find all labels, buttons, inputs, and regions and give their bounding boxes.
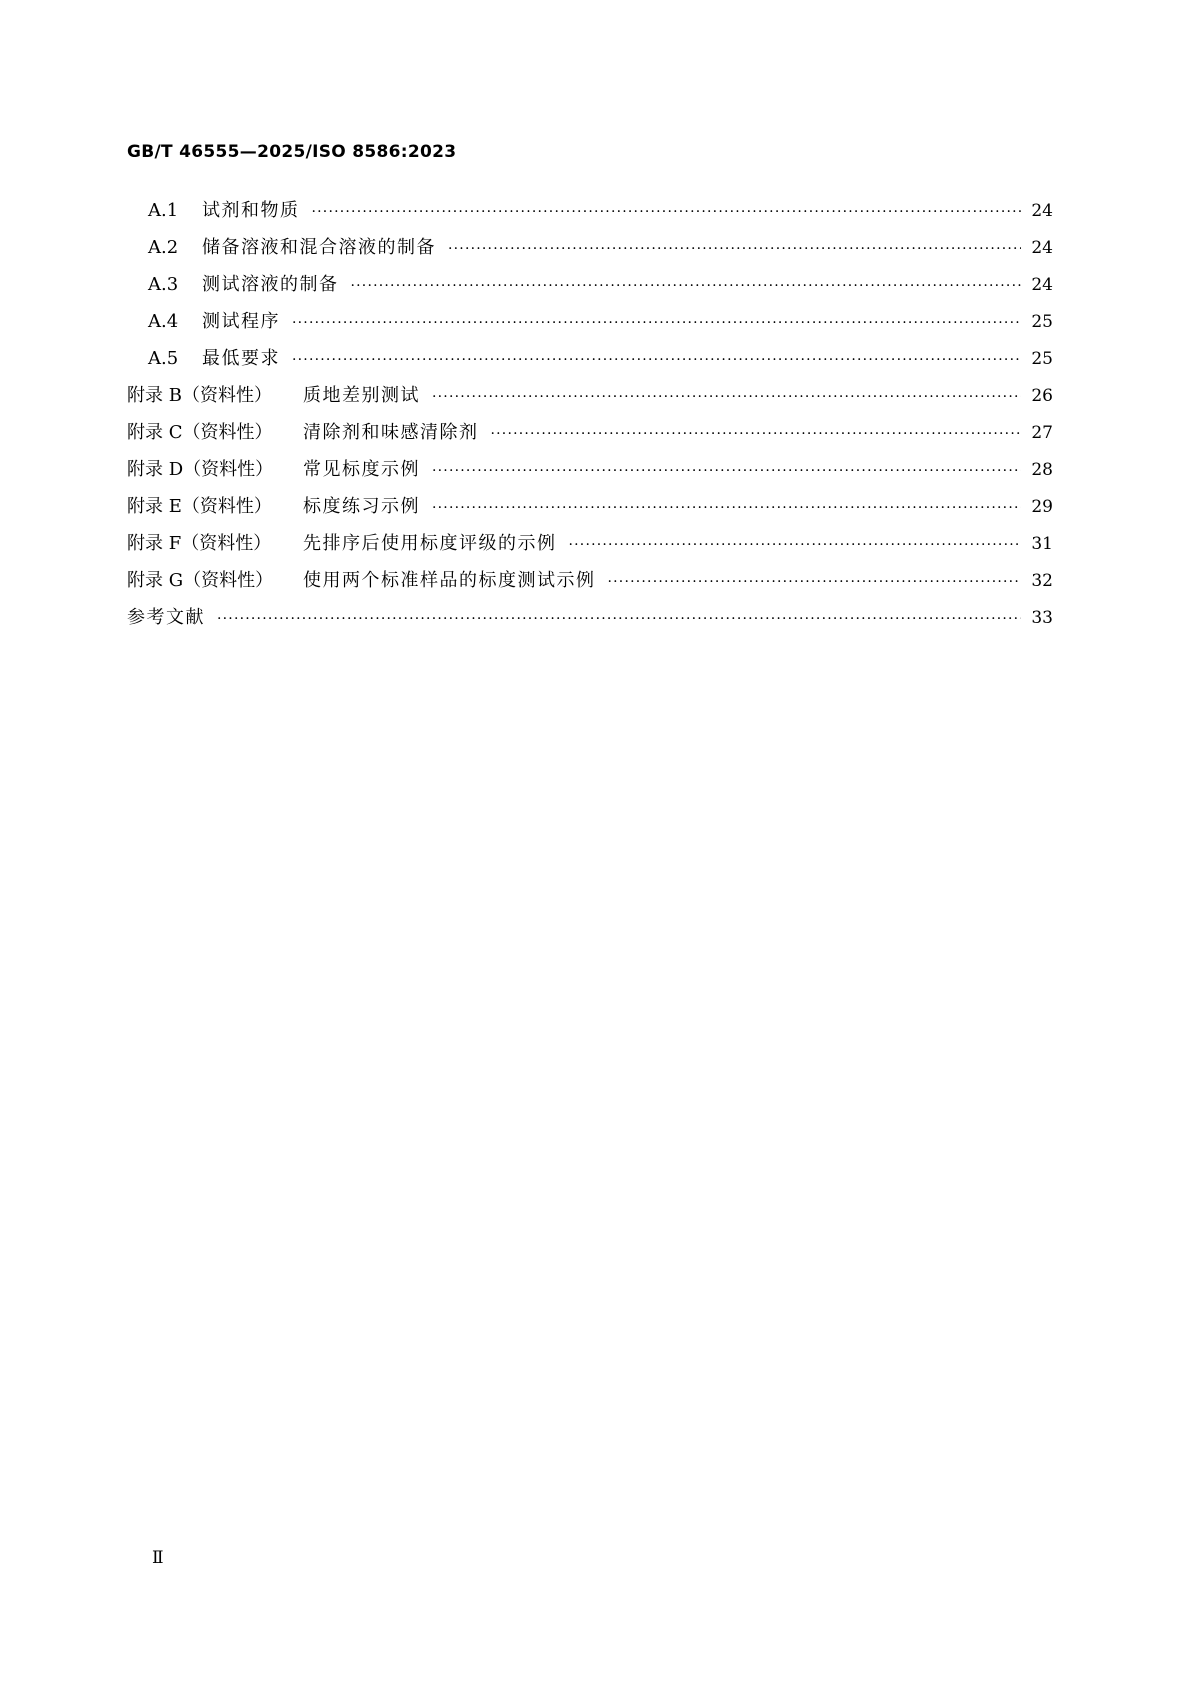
toc-entry-title: 储备溶液和混合溶液的制备 bbox=[202, 237, 436, 258]
toc-entry-annex-f[interactable] bbox=[127, 529, 1053, 566]
toc-entry-annex-b[interactable] bbox=[127, 381, 1053, 418]
toc-entry-label bbox=[127, 381, 420, 407]
toc-entry-annex-d[interactable] bbox=[127, 455, 1053, 492]
toc-entry-number: A.2 bbox=[148, 237, 179, 258]
toc-entry-page: 31 bbox=[1031, 534, 1053, 554]
toc-entry-annex-g[interactable] bbox=[127, 566, 1053, 603]
toc-entry-title: 使用两个标准样品的标度测试示例 bbox=[303, 570, 596, 591]
toc-entry-a2[interactable] bbox=[127, 233, 1053, 270]
dot-leader bbox=[351, 278, 1022, 294]
toc-entry-page: 27 bbox=[1031, 423, 1053, 443]
toc-entry-annex-c[interactable] bbox=[127, 418, 1053, 455]
toc-entry-annex-e[interactable] bbox=[127, 492, 1053, 529]
toc-entry-title: 测试程序 bbox=[202, 311, 280, 332]
toc-entry-a3[interactable] bbox=[127, 270, 1053, 307]
table-of-contents bbox=[127, 196, 1053, 640]
document-header bbox=[127, 142, 456, 162]
toc-entry-number: A.5 bbox=[148, 348, 179, 369]
dot-leader bbox=[491, 426, 1022, 442]
toc-entry-number: A.3 bbox=[148, 274, 179, 295]
toc-entry-a1[interactable] bbox=[127, 196, 1053, 233]
annex-prefix: 附录 B（资料性） bbox=[127, 385, 272, 406]
dot-leader bbox=[292, 352, 1021, 368]
toc-entry-number: A.4 bbox=[148, 311, 179, 332]
annex-prefix: 附录 C（资料性） bbox=[127, 422, 273, 443]
toc-entry-label bbox=[127, 344, 280, 370]
toc-entry-label bbox=[127, 418, 479, 444]
toc-entry-page: 24 bbox=[1031, 201, 1053, 221]
toc-entry-title: 常见标度示例 bbox=[303, 459, 420, 480]
dot-leader bbox=[608, 574, 1022, 590]
dot-leader bbox=[292, 315, 1021, 331]
toc-entry-a4[interactable] bbox=[127, 307, 1053, 344]
toc-entry-page: 24 bbox=[1031, 275, 1053, 295]
page-number: Ⅱ bbox=[152, 1548, 164, 1568]
toc-entry-title: 试剂和物质 bbox=[202, 200, 300, 221]
annex-prefix: 附录 G（资料性） bbox=[127, 570, 274, 591]
toc-entry-title: 标度练习示例 bbox=[303, 496, 420, 517]
toc-entry-title: 测试溶液的制备 bbox=[202, 274, 339, 295]
dot-leader bbox=[432, 389, 1021, 405]
toc-entry-label bbox=[127, 455, 420, 481]
toc-entry-label bbox=[127, 492, 420, 518]
toc-entry-page: 25 bbox=[1031, 312, 1053, 332]
annex-prefix: 附录 D（资料性） bbox=[127, 459, 274, 480]
toc-entry-title: 最低要求 bbox=[202, 348, 280, 369]
toc-entry-page: 24 bbox=[1031, 238, 1053, 258]
toc-entry-number: A.1 bbox=[148, 200, 179, 221]
dot-leader bbox=[217, 611, 1021, 627]
toc-entry-page: 32 bbox=[1031, 571, 1053, 591]
toc-entry-page: 26 bbox=[1031, 386, 1053, 406]
standard-code: GB/T 46555—2025/ISO 8586:2023 bbox=[127, 142, 457, 162]
toc-entry-label bbox=[127, 566, 596, 592]
toc-entry-label bbox=[127, 270, 339, 296]
toc-entry-label bbox=[127, 307, 280, 333]
toc-entry-title: 先排序后使用标度评级的示例 bbox=[303, 533, 557, 554]
toc-entry-label bbox=[127, 603, 205, 629]
annex-prefix: 附录 F（资料性） bbox=[127, 533, 272, 554]
dot-leader bbox=[432, 500, 1021, 516]
dot-leader bbox=[312, 204, 1022, 220]
toc-entry-page: 28 bbox=[1031, 460, 1053, 480]
dot-leader bbox=[569, 537, 1022, 553]
toc-entry-a5[interactable] bbox=[127, 344, 1053, 381]
toc-entry-title: 质地差别测试 bbox=[303, 385, 420, 406]
toc-entry-page: 29 bbox=[1031, 497, 1053, 517]
toc-entry-label bbox=[127, 196, 300, 222]
toc-entry-page: 33 bbox=[1031, 608, 1053, 628]
toc-entry-title: 清除剂和味感清除剂 bbox=[303, 422, 479, 443]
dot-leader bbox=[432, 463, 1021, 479]
toc-entry-bibliography[interactable] bbox=[127, 603, 1053, 640]
annex-prefix: 附录 E（资料性） bbox=[127, 496, 272, 517]
toc-entry-label bbox=[127, 233, 436, 259]
toc-entry-page: 25 bbox=[1031, 349, 1053, 369]
dot-leader bbox=[448, 241, 1021, 257]
toc-entry-label bbox=[127, 529, 557, 555]
toc-entry-title: 参考文献 bbox=[127, 607, 205, 628]
